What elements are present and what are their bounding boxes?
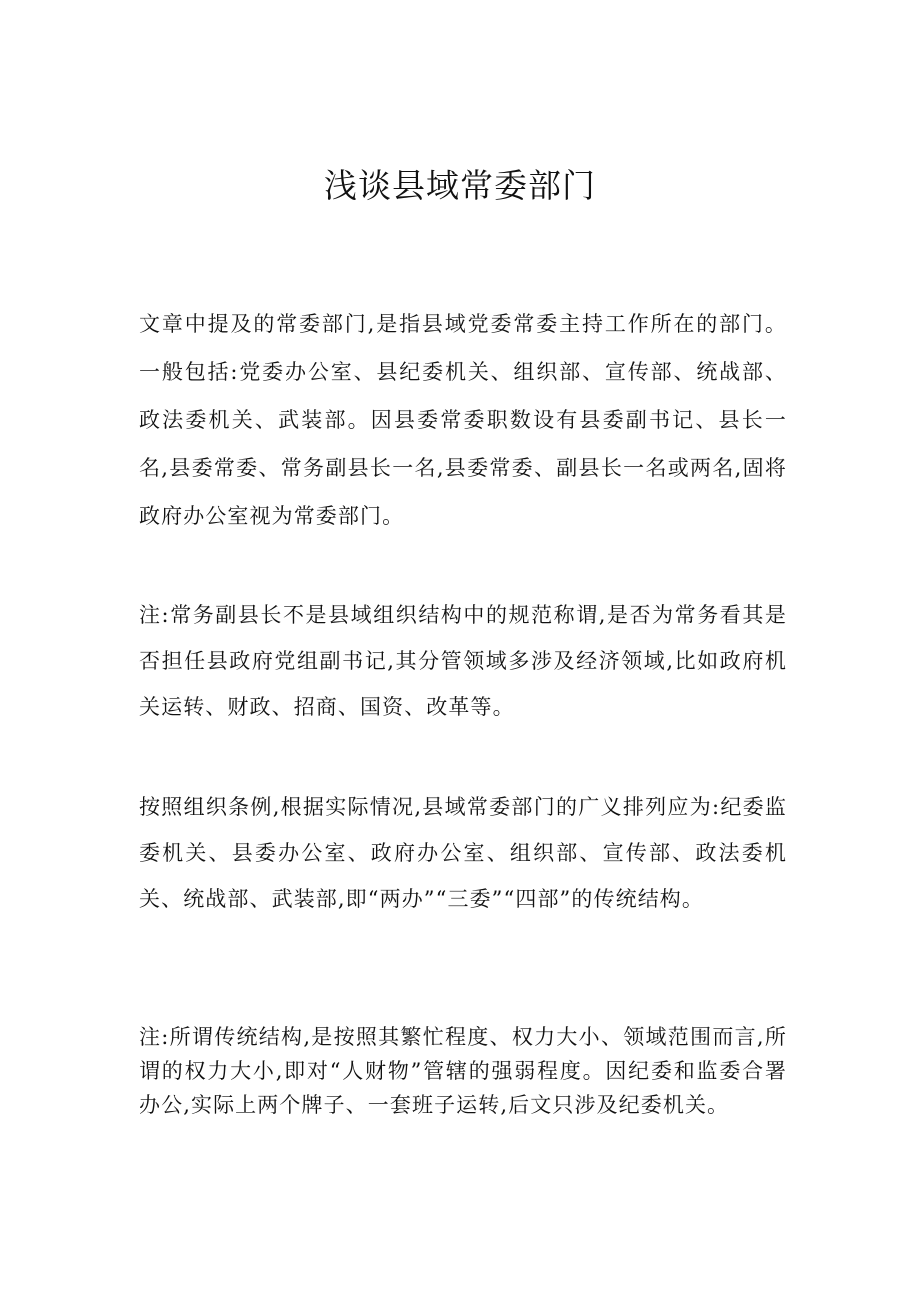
paragraph-note-1: 注:常务副县长不是县域组织结构中的规范称谓,是否为常务看其是否担任县政府党组副书记,其分管领域多涉及经济领域,比如政府机关运转、财政、招商、国资、改革等。	[139, 603, 787, 719]
paragraph-intro: 文章中提及的常委部门,是指县域党委常委主持工作所在的部门。一般包括:党委办公室、县纪委机关、组织部、宣传部、统战部、政法委机关、武装部。因县委常委职数设有县委副书记、县长一名,县委常委、常务副县长一名,县委常委、副县长一名或两名,固将政府办公室视为常委部门。	[139, 312, 787, 528]
paragraph-ranking: 按照组织条例,根据实际情况,县域常委部门的广义排列应为:纪委监委机关、县委办公室、政府办公室、组织部、宣传部、政法委机关、统战部、武装部,即“两办”“三委”“四部”的传统结构。	[139, 795, 787, 911]
paragraph-note-2: 注:所谓传统结构,是按照其繁忙程度、权力大小、领域范围而言,所谓的权力大小,即对“人财物”管辖的强弱程度。因纪委和监委合署办公,实际上两个牌子、一套班子运转,后文只涉及纪委机关。	[139, 1025, 787, 1117]
document-title: 浅谈县域常委部门	[324, 166, 596, 205]
